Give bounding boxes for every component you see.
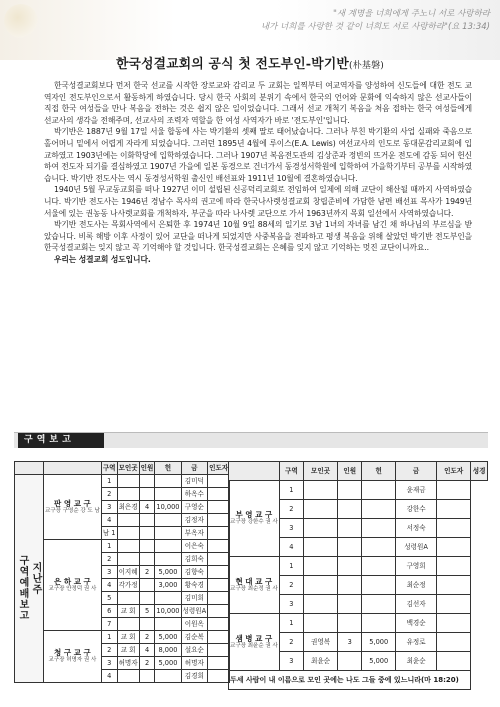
table-cell: 황숙경 <box>181 579 208 592</box>
table-cell <box>139 579 155 592</box>
notice-row <box>229 671 488 690</box>
district-report-table-left <box>14 461 246 683</box>
table-cell <box>155 670 181 683</box>
section-header <box>14 432 488 448</box>
table-header-cell <box>15 462 44 475</box>
table-cell: 김선자 <box>396 595 437 614</box>
district-leader: 교구장 안정덕 권 사 <box>48 585 97 592</box>
table-cell <box>437 614 471 633</box>
district-name: 청 구 교 구 <box>53 648 91 657</box>
section-label: 구역보고 <box>18 433 104 448</box>
table-cell <box>208 553 230 566</box>
article-title-text: 한국성결교회의 공식 첫 전도부인-박기반 <box>115 57 349 72</box>
table-cell <box>362 500 396 519</box>
table-cell: 김향숙 <box>181 566 208 579</box>
table-cell <box>117 670 139 683</box>
table-cell <box>155 553 181 566</box>
table-cell <box>437 595 471 614</box>
table-cell: 1 <box>279 614 303 633</box>
table-cell: 5,000 <box>155 566 181 579</box>
header-verse <box>190 8 490 34</box>
table-cell <box>208 631 230 644</box>
table-cell: 2 <box>139 657 155 670</box>
table-header-cell: 구역 <box>279 462 303 481</box>
table-cell <box>338 519 362 538</box>
table-cell: 10,000 <box>155 501 181 514</box>
table-cell <box>117 592 139 605</box>
table-cell: 4 <box>139 644 155 657</box>
table-cell: 3 <box>101 566 117 579</box>
table-cell: 교 회 <box>117 644 139 657</box>
district-leader: 교구장 구영순 강 도 남 <box>45 507 100 514</box>
district-name: 판 영 교 구 <box>53 498 91 508</box>
table-cell: 최은경 <box>117 501 139 514</box>
table-header-cell: 금 <box>181 462 208 475</box>
table-cell: 이지혜 <box>117 566 139 579</box>
table-cell <box>117 527 139 540</box>
table-cell <box>117 540 139 553</box>
article-title <box>0 53 500 72</box>
table-cell: 이은숙 <box>181 540 208 553</box>
table-cell: 2 <box>279 576 303 595</box>
table-cell: 7 <box>101 618 117 631</box>
flower-decoration-icon <box>4 4 38 38</box>
table-cell: 최순정 <box>396 576 437 595</box>
table-cell: 남 1 <box>101 527 117 540</box>
paragraph: 한국성결교회보다 먼저 한국 선교를 시작한 장로교와 감리교 두 교회는 일찍부터 여교역자를 양성하여 신도들에 대한 전도 교역자인 전도부인으로서 활동하게 하였습니다. 당시 한국 사회의 분위기 속에서 한국의 언어와 문화에 익숙하지 않은 선교사들이 직접 한국 여성들을 만나 복음을 전하는 것은 쉽지 않은 일이었습니다. 그래서 선교 개척기 복음을 처음 접하는 한국 여성들에게 선교사의 생각을 전해주며, 선교사의 조력자 역할을 한 여성 사역자가 바로 '전도부인'입니다. <box>44 81 472 125</box>
table-row <box>229 614 488 633</box>
table-cell: 3 <box>101 657 117 670</box>
table-cell <box>362 481 396 500</box>
side-header <box>15 475 44 683</box>
table-cell <box>139 670 155 683</box>
side-header-top: 지난주 <box>30 562 41 595</box>
district-leader: 교구장 허명자 권 사 <box>48 657 97 663</box>
table-cell <box>117 618 139 631</box>
table-cell: 3 <box>101 501 117 514</box>
table-cell: 2 <box>101 488 117 501</box>
table-header-cell: 인원 <box>338 462 362 481</box>
district-report-table-right <box>228 461 488 690</box>
table-cell: 최윤순 <box>304 652 338 671</box>
table-cell <box>437 652 471 671</box>
table-cell <box>362 519 396 538</box>
table-cell <box>139 527 155 540</box>
table-cell <box>155 527 181 540</box>
table-cell: 윤재금 <box>396 481 437 500</box>
table-cell: 서정숙 <box>396 519 437 538</box>
table-cell <box>362 595 396 614</box>
district-name-cell <box>229 557 280 614</box>
verse-line-1: "새 계명을 너희에게 주노니 서로 사랑하라 <box>332 9 490 19</box>
table-cell <box>437 481 471 500</box>
article-body <box>44 80 472 266</box>
district-report <box>14 461 488 695</box>
table-cell: 교 회 <box>117 605 139 618</box>
district-name: 현 대 교 구 <box>235 576 273 586</box>
table-cell: 3 <box>279 595 303 614</box>
table-header-cell: 인도자 <box>437 462 471 481</box>
table-cell: 구영순 <box>181 501 208 514</box>
table-cell: 허명자 <box>181 657 208 670</box>
table-cell: 하옥수 <box>181 488 208 501</box>
table-cell: 3 <box>338 633 362 652</box>
district-name-cell <box>229 481 280 557</box>
table-cell <box>117 488 139 501</box>
table-cell <box>304 500 338 519</box>
table-header-cell: 인도자 <box>208 462 230 475</box>
table-cell: 4 <box>101 670 117 683</box>
table-cell: 3,000 <box>155 579 181 592</box>
table-cell: 김경희 <box>181 670 208 683</box>
district-name-cell <box>229 614 280 671</box>
table-cell <box>208 605 230 618</box>
table-cell: 3 <box>279 652 303 671</box>
table-cell <box>362 576 396 595</box>
table-cell: 2 <box>101 553 117 566</box>
table-cell: 성령원A <box>181 605 208 618</box>
district-leader: 교구장 강한수 권 사 <box>230 519 278 525</box>
district-leader: 교구장 최순정 권 사 <box>230 585 278 592</box>
table-cell: 1 <box>101 631 117 644</box>
table-cell: 설요순 <box>181 644 208 657</box>
table-cell <box>437 557 471 576</box>
table-cell: 김희숙 <box>181 553 208 566</box>
table-header-cell: 금 <box>396 462 437 481</box>
table-cell <box>155 488 181 501</box>
table-cell <box>437 538 471 557</box>
table-header-cell <box>44 462 102 475</box>
table-cell: 김미희 <box>181 592 208 605</box>
table-cell: 10,000 <box>155 605 181 618</box>
table-header-cell: 구역 <box>101 462 117 475</box>
district-name: 은 하 교 구 <box>53 576 91 586</box>
table-cell <box>117 514 139 527</box>
table-cell <box>208 644 230 657</box>
table-row <box>229 557 488 576</box>
table-cell <box>139 553 155 566</box>
table-cell: 2 <box>279 500 303 519</box>
table-cell: 2 <box>139 566 155 579</box>
table-cell <box>304 557 338 576</box>
table-cell: 4 <box>101 579 117 592</box>
district-name: 부 영 교 구 <box>235 510 273 519</box>
table-cell <box>338 557 362 576</box>
table-row <box>15 540 246 553</box>
table-cell: 권영복 <box>304 633 338 652</box>
table-cell <box>208 540 230 553</box>
table-cell <box>362 538 396 557</box>
table-cell <box>208 592 230 605</box>
table-cell <box>208 566 230 579</box>
table-header-cell: 성경 <box>471 462 488 481</box>
table-header-cell: 헌 <box>362 462 396 481</box>
district-name-cell <box>44 631 102 683</box>
table-cell: 부옥자 <box>181 527 208 540</box>
table-cell: 2 <box>139 631 155 644</box>
table-cell: 4 <box>279 538 303 557</box>
article-title-hanja: (朴基磐) <box>349 61 385 71</box>
table-cell: 김미덕 <box>181 475 208 488</box>
table-cell <box>139 618 155 631</box>
table-cell <box>208 670 230 683</box>
table-cell: 5 <box>101 592 117 605</box>
table-row <box>15 631 246 644</box>
table-cell: 성령원A <box>396 538 437 557</box>
table-cell: 이원옥 <box>181 618 208 631</box>
table-cell <box>208 501 230 514</box>
table-cell <box>304 538 338 557</box>
table-cell: 1 <box>101 475 117 488</box>
scripture-notice: 두세 사람이 내 이름으로 모인 곳에는 나도 그들 중에 있느니라(마 18:20) <box>229 671 471 690</box>
table-cell: 3 <box>279 519 303 538</box>
table-cell: 4 <box>139 501 155 514</box>
table-cell <box>208 618 230 631</box>
table-cell <box>304 614 338 633</box>
table-cell <box>362 614 396 633</box>
table-cell: 2 <box>279 633 303 652</box>
table-header-cell <box>229 462 280 481</box>
table-cell: 5,000 <box>155 631 181 644</box>
table-cell <box>437 519 471 538</box>
table-cell: 1 <box>279 557 303 576</box>
table-cell <box>155 514 181 527</box>
verse-line-2: 내가 너희를 사랑한 것 같이 너희도 서로 사랑하라"(요 13:34) <box>260 22 490 32</box>
table-cell <box>117 475 139 488</box>
table-cell: 유정로 <box>396 633 437 652</box>
closing-line: 우리는 성결교회 성도입니다. <box>54 254 151 264</box>
district-leader: 교구장 최윤순 권 사 <box>230 642 278 649</box>
table-cell <box>208 514 230 527</box>
table-cell: 2 <box>101 644 117 657</box>
table-cell <box>338 576 362 595</box>
table-cell <box>139 592 155 605</box>
table-header-cell: 인원 <box>139 462 155 475</box>
table-cell: 백경순 <box>396 614 437 633</box>
table-cell <box>208 579 230 592</box>
table-cell <box>208 488 230 501</box>
table-cell: 5,000 <box>362 633 396 652</box>
table-cell <box>338 652 362 671</box>
table-cell: 강한수 <box>396 500 437 519</box>
table-cell: 4 <box>101 514 117 527</box>
district-name-cell <box>44 540 102 631</box>
table-cell <box>155 540 181 553</box>
table-cell <box>117 553 139 566</box>
table-cell <box>139 488 155 501</box>
table-cell: 1 <box>279 481 303 500</box>
district-name: 샘 병 교 구 <box>235 633 273 643</box>
table-cell <box>155 618 181 631</box>
table-cell <box>437 576 471 595</box>
table-cell <box>338 595 362 614</box>
table-cell <box>139 514 155 527</box>
table-cell <box>338 538 362 557</box>
table-cell <box>304 576 338 595</box>
table-cell: 허명자 <box>117 657 139 670</box>
table-cell <box>139 475 155 488</box>
table-header-cell: 모인곳 <box>304 462 338 481</box>
table-cell: 8,000 <box>155 644 181 657</box>
table-row <box>229 481 488 500</box>
table-cell <box>208 475 230 488</box>
table-cell <box>437 500 471 519</box>
table-cell: 각가정 <box>117 579 139 592</box>
table-cell: 6 <box>101 605 117 618</box>
table-cell <box>437 633 471 652</box>
table-row <box>15 475 246 488</box>
table-cell: 최윤순 <box>396 652 437 671</box>
paragraph: 1940년 5월 무교동교회를 떠나 1927년 이미 설립된 신공덕리교회로 전임하여 일제에 의해 교단이 해산될 때까지 사역하였습니다. 박기반 전도사는 1946년 경남수 목사의 권고에 따라 한국나사렛성결교회 창립준비에 가담한 남편 배선표 목사가 1949년 서울에 있는 권농동 나사렛교회를 개척하자, 부군을 따라 나사렛 교단으로 가서 1963년까지 목회 일선에서 사역하였습니다. <box>44 185 472 218</box>
table-cell <box>362 557 396 576</box>
table-cell <box>304 519 338 538</box>
table-header-row <box>15 462 246 475</box>
table-cell: 5,000 <box>155 657 181 670</box>
table-cell: 구영희 <box>396 557 437 576</box>
table-cell <box>304 481 338 500</box>
side-header-bottom: 구역예배보고 <box>17 554 28 621</box>
table-cell: 김순복 <box>181 631 208 644</box>
table-cell: 5 <box>139 605 155 618</box>
table-cell <box>139 540 155 553</box>
table-cell: 교 회 <box>117 631 139 644</box>
table-cell <box>338 481 362 500</box>
table-cell <box>208 527 230 540</box>
table-header-row <box>229 462 488 481</box>
table-cell <box>155 592 181 605</box>
table-cell <box>208 657 230 670</box>
paragraph: 박기반은 1887년 9월 17일 서울 합동에 사는 박기환의 셋째 딸로 태어났습니다. 그러나 부친 박기환의 사업 실패와 죽음으로 홀어머니 밑에서 어렵게 자라게 되었습니다. 그러던 1895년 4월에 루이스(E.A. Lewis) 여선교사의 인도로 동대문감리교회에 입교하였고 1903년에는 이화학당에 입학하였습니다. 그러나 1907년 복음전도관의 김상준과 정빈의 뜨거운 전도에 감동 되어 헌신하여 전도자 되기를 결심하였고 1907년 가을에 일본 동경으로 건너가서 동경성서학원에 입학하여 가을학기부터 공부를 시작하였습니다. 박기반 전도사는 역시 동경성서학원 출신인 배선표와 1911년 10월에 결혼하였습니다. <box>44 127 472 183</box>
table-cell <box>338 500 362 519</box>
table-cell <box>338 614 362 633</box>
table-cell: 5,000 <box>362 652 396 671</box>
paragraph: 박기반 전도사는 목회사역에서 은퇴한 후 1974년 10월 9일 88세의 일기로 3남 1녀의 자녀를 남긴 채 하나님의 부르심을 받았습니다. 비록 해방 이후 사정이 있어 교단을 떠나게 되었지만 사중복음을 전파하고 평생 복음을 위해 살았던 박기반 전도부인을 한국성결교회는 잊지 않고 꼭 기억해야 할 것입니다. 한국성결교회는 은혜를 잊지 않고 기억하는 멋진 교단이니까요.. <box>44 220 472 253</box>
table-cell <box>155 475 181 488</box>
table-cell <box>304 595 338 614</box>
table-header-cell: 모인곳 <box>117 462 139 475</box>
district-name-cell <box>44 475 102 540</box>
table-header-cell: 헌 <box>155 462 181 475</box>
table-cell: 김정자 <box>181 514 208 527</box>
table-cell: 1 <box>101 540 117 553</box>
